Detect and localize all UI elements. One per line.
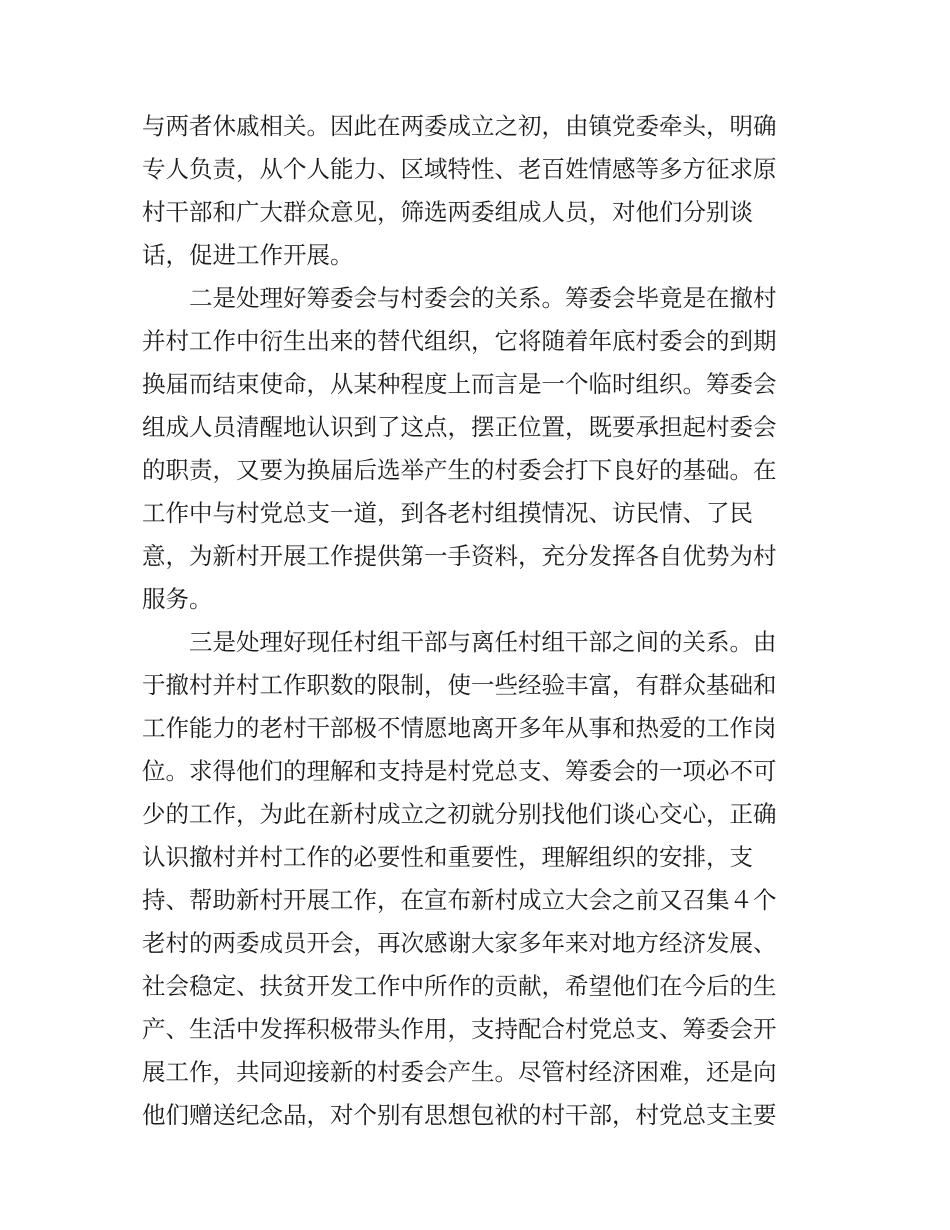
text-line: 专人负责，从个人能力、区域特性、老百姓情感等多方征求原: [142, 155, 777, 183]
text-line: 组成人员清醒地认识到了这点，摆正位置，既要承担起村委会: [142, 413, 777, 441]
text-line: 社会稳定、扶贫开发工作中所作的贡献，希望他们在今后的生: [142, 972, 777, 1000]
text-line: 少的工作，为此在新村成立之初就分别找他们谈心交心，正确: [142, 800, 777, 828]
text-line: 持、帮助新村开展工作，在宣布新村成立大会之前又召集４个: [142, 886, 777, 914]
text-line: 展工作，共同迎接新的村委会产生。尽管村经济困难，还是向: [142, 1058, 777, 1086]
text-line: 意，为新村开展工作提供第一手资料，充分发挥各自优势为村: [142, 542, 777, 570]
text-line: 位。求得他们的理解和支持是村党总支、筹委会的一项必不可: [142, 757, 777, 785]
text-line: 换届而结束使命，从某种程度上而言是一个临时组织。筹委会: [142, 370, 777, 398]
text-line: 服务。: [142, 585, 213, 613]
text-line: 认识撤村并村工作的必要性和重要性，理解组织的安排，支: [142, 843, 753, 871]
document-body: [142, 105, 814, 1137]
text-line: 二是处理好筹委会与村委会的关系。筹委会毕竟是在撤村: [142, 284, 777, 312]
text-line: 三是处理好现任村组干部与离任村组干部之间的关系。由: [142, 628, 777, 656]
text-line: 于撤村并村工作职数的限制，使一些经验丰富，有群众基础和: [142, 671, 777, 699]
text-line: 并村工作中衍生出来的替代组织，它将随着年底村委会的到期: [142, 327, 777, 355]
text-line: 的职责，又要为换届后选举产生的村委会打下良好的基础。在: [142, 456, 777, 484]
text-line: 他们赠送纪念品，对个别有思想包袱的村干部，村党总支主要: [142, 1101, 777, 1129]
text-line: 工作能力的老村干部极不情愿地离开多年从事和热爱的工作岗: [142, 714, 777, 742]
text-line: 村干部和广大群众意见，筛选两委组成人员，对他们分别谈: [142, 198, 753, 226]
text-line: 话，促进工作开展。: [142, 241, 354, 269]
text-line: 老村的两委成员开会，再次感谢大家多年来对地方经济发展、: [142, 929, 777, 957]
text-line: 工作中与村党总支一道，到各老村组摸情况、访民情、了民: [142, 499, 753, 527]
text-line: 与两者休戚相关。因此在两委成立之初，由镇党委牵头，明确: [142, 112, 777, 140]
text-line: 产、生活中发挥积极带头作用，支持配合村党总支、筹委会开: [142, 1015, 777, 1043]
